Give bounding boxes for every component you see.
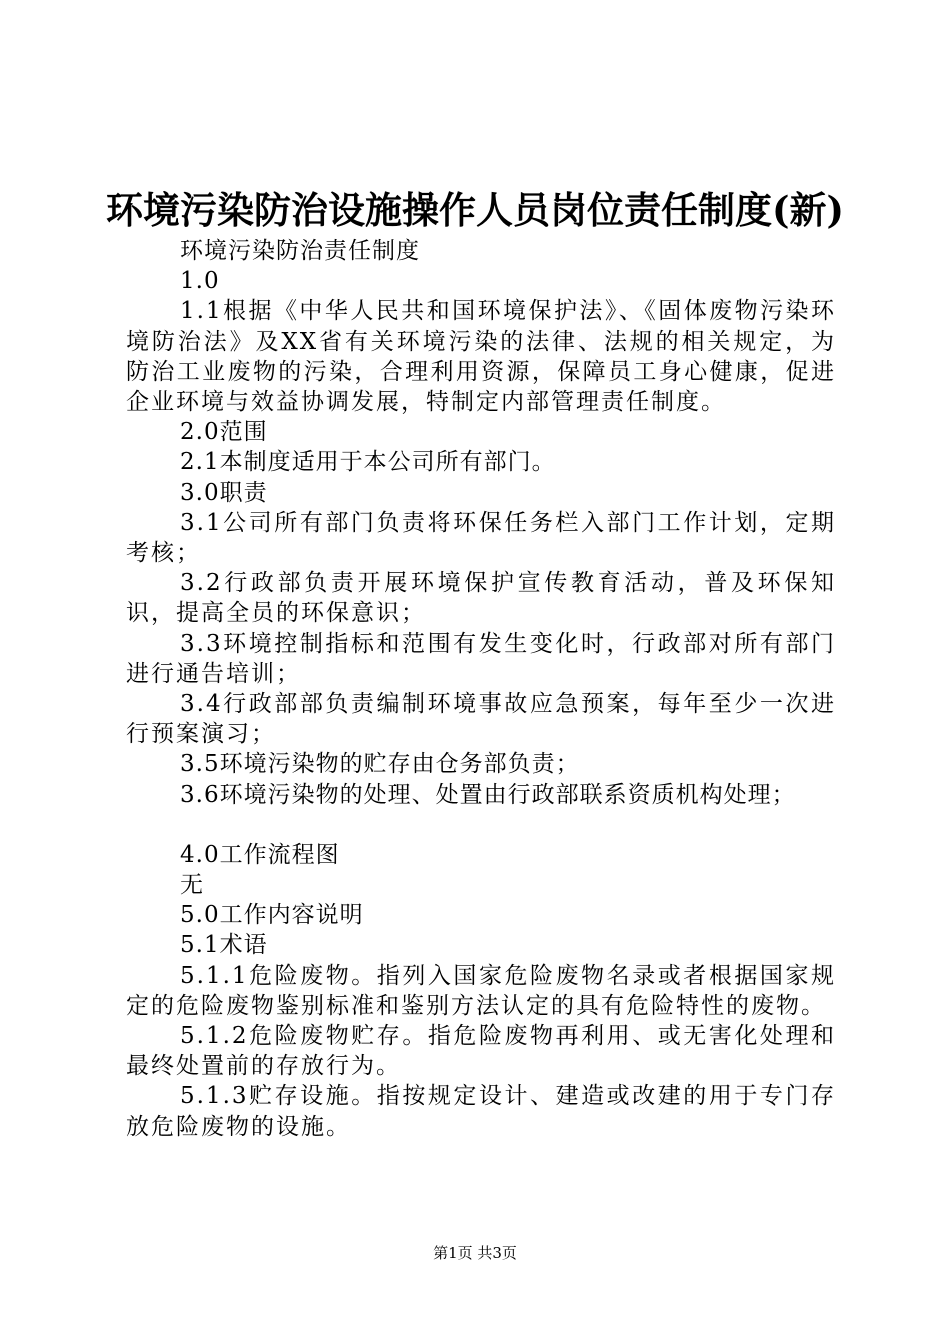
paragraph-3-2: 3.2行政部负责开展环境保护宣传教育活动，普及环保知识，提高全员的环保意识； (126, 570, 836, 627)
paragraph-5-1-2: 5.1.2危险废物贮存。指危险废物再利用、或无害化处理和最终处置前的存放行为。 (126, 1023, 836, 1080)
paragraph-none: 无 (180, 872, 204, 899)
paragraph-section-1: 1.0 (180, 268, 220, 295)
paragraph-3-6: 3.6环境污染物的处理、处置由行政部联系资质机构处理； (180, 781, 796, 808)
paragraph-section-5: 5.0工作内容说明 (180, 902, 364, 929)
paragraph-5-1: 5.1术语 (180, 932, 268, 959)
document-body (126, 236, 836, 1142)
page-footer: 第1页 共3页 (433, 1244, 517, 1262)
paragraph-1-1: 1.1根据《中华人民共和国环境保护法》、《固体废物污染环境防治法》及XX省有关环境污染的法律、法规的相关规定，为防治工业废物的污染，合理利用资源，保障员工身心健康，促进企业环境与效益协调发展，特制定内部管理责任制度。 (126, 298, 836, 416)
paragraph-5-1-1: 5.1.1危险废物。指列入国家危险废物名录或者根据国家规定的危险废物鉴别标准和鉴别方法认定的具有危险特性的废物。 (126, 962, 836, 1019)
paragraph-3-4: 3.4行政部部负责编制环境事故应急预案，每年至少一次进行预案演习； (126, 691, 836, 748)
paragraph-2-1: 2.1本制度适用于本公司所有部门。 (180, 449, 556, 476)
paragraph-section-3: 3.0职责 (180, 479, 268, 506)
paragraph-5-1-3: 5.1.3贮存设施。指按规定设计、建造或改建的用于专门存放危险废物的设施。 (126, 1083, 836, 1140)
paragraph-3-1: 3.1公司所有部门负责将环保任务栏入部门工作计划，定期考核； (126, 509, 836, 567)
paragraph-3-5: 3.5环境污染物的贮存由仓务部负责； (180, 751, 580, 778)
paragraph-section-4: 4.0工作流程图 (180, 841, 340, 868)
paragraph-3-3: 3.3环境控制指标和范围有发生变化时，行政部对所有部门进行通告培训； (126, 630, 836, 687)
paragraph-subtitle: 环境污染防治责任制度 (180, 238, 420, 264)
paragraph-section-2: 2.0范围 (180, 419, 268, 446)
document-title: 环境污染防治设施操作人员岗位责任制度(新) (105, 188, 844, 232)
